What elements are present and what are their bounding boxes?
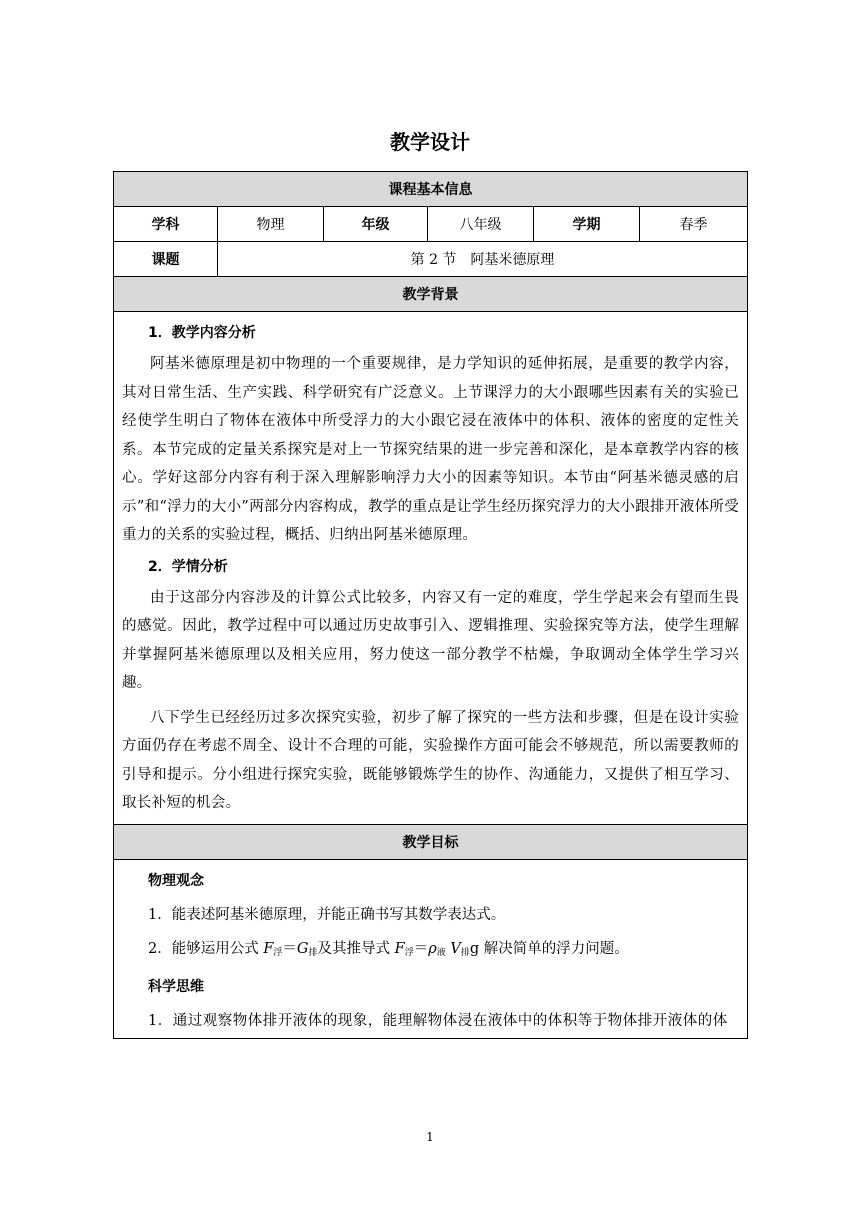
document-title: 教学设计 (390, 130, 470, 154)
objective-item-1: 1．能表述阿基米德原理，并能正确书写其数学表达式。 (148, 906, 506, 923)
course-info-header: 课程基本信息 (114, 172, 748, 207)
student-analysis-paragraph-1: 由于这部分内容涉及的计算公式比较多，内容又有一定的难度，学生学起来会有望而生畏的感觉。因此，教学过程中可以通过历史故事引入、逻辑推理、实验探究等方法，使学生理解并掌握阿基米德原理以及相关应用，努力使这一部分教学不枯燥，争取调动全体学生学习兴趣。 (122, 589, 740, 691)
topic-value: 第 2 节 阿基米德原理 (218, 242, 748, 277)
grade-value: 八年级 (428, 207, 534, 242)
background-section (114, 312, 748, 825)
thinking-item-1: 1．通过观察物体排开液体的现象，能理解物体浸在液体中的体积等于物体排开液体的体 (148, 1012, 728, 1029)
objective-item-2: 2．能够运用公式 $F_浮=G_排$及其推导式 $F_浮=\rho_液$ $V_排g$ 解决简单的浮力问题。 (148, 940, 629, 958)
objectives-section (114, 859, 748, 1038)
physics-concept-heading: 物理观念 (148, 872, 204, 889)
grade-label: 年级 (324, 207, 428, 242)
content-analysis-paragraph: 阿基米德原理是初中物理的一个重要规律，是力学知识的延伸拓展，是重要的教学内容，其对日常生活、生产实践、科学研究有广泛意义。上节课浮力的大小跟哪些因素有关的实验已经使学生明白了物体在液体中所受浮力的大小跟它浸在液体中的体积、液体的密度的定性关系。本节完成的定量关系探究是对上一节探究结果的进一步完善和深化，是本章教学内容的核心。学好这部分内容有利于深入理解影响浮力大小的因素等知识。本节由“阿基米德灵感的启示”和“浮力的大小”两部分内容构成，教学的重点是让学生经历探究浮力的大小跟排开液体所受重力的关系的实验过程，概括、归纳出阿基米德原理。 (122, 356, 740, 543)
term-label: 学期 (534, 207, 640, 242)
term-value: 春季 (640, 207, 748, 242)
student-analysis-heading: 2．学情分析 (148, 558, 228, 575)
topic-label: 课题 (114, 242, 218, 277)
content-analysis-heading: 1．教学内容分析 (148, 325, 256, 341)
subject-label: 学科 (114, 207, 218, 242)
background-header: 教学背景 (114, 277, 748, 312)
student-analysis-paragraph-2: 八下学生已经经历过多次探究实验，初步了解了探究的一些方法和步骤，但是在设计实验方面仍存在考虑不周全、设计不合理的可能，实验操作方面可能会不够规范，所以需要教师的引导和提示。分小组进行探究实验，既能够锻炼学生的协作、沟通能力，又提供了相互学习、取长补短的机会。 (122, 709, 740, 811)
page-number: 1 (426, 1130, 434, 1144)
objectives-header: 教学目标 (114, 824, 748, 859)
subject-value: 物理 (218, 207, 324, 242)
science-thinking-heading: 科学思维 (148, 978, 204, 995)
lesson-plan-table (113, 171, 748, 1039)
